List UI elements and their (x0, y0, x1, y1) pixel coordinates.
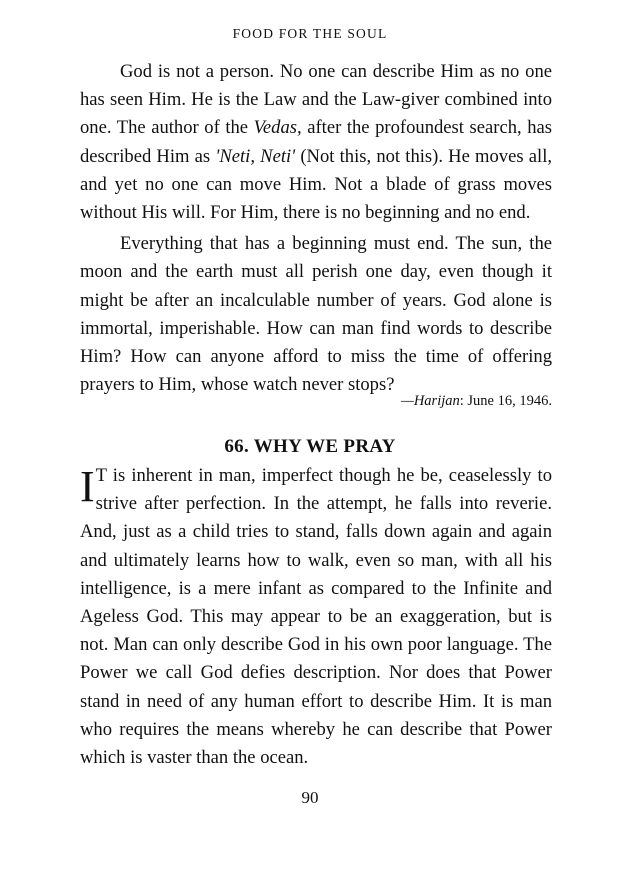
paragraph-1 (80, 58, 552, 227)
paragraph-2: Everything that has a beginning must end. The sun, the moon and the earth must all perish one day, even though it might be after an incalculable number of years. God alone is immortal, imperishable. How can man find words to describe Him? How can anyone afford to miss the time of offering prayers to Him, whose watch never stops? (80, 233, 552, 396)
paragraph-1-part-2: after the profoundest search, has described Him as (80, 117, 553, 167)
paragraph-1-part-3: (Not this, not this). He moves all, and yet no one can move Him. Not a blade of grass moves without His will. For Him, there is no beginning and no end. (80, 145, 553, 224)
neti-term: 'Neti, Neti' (215, 145, 296, 167)
drop-cap: I (80, 462, 95, 511)
section-title: 66. WHY WE PRAY (224, 436, 396, 457)
citation-source: —Harijan (400, 393, 460, 410)
section-text: T is inherent in man, imperfect though he be, ceaselessly to strive after perfection. In the attempt, he falls into reverie. And, just as a child tries to stand, falls down again and again and ultimately learns how to walk, even so man, with all his intelligence, is a mere infant as compared to the Infinite and Ageless God. This may appear to be an exaggeration, but is not. Man can only describe God in his own poor language. The Power we call God defies description. Nor does that Power stand in need of any human effort to describe Him. It is man who requires the means whereby he can describe that Power which is vaster than the ocean. (80, 465, 552, 769)
page-number: 90 (301, 788, 319, 807)
vedas-term: Vedas, (253, 117, 302, 139)
paragraph-1-part-1: God is not a person. No one can describe Him as no one has seen Him. He is the Law and the Law-giver combined into one. The author of the (80, 61, 552, 139)
citation-date: : June 16, 1946. (459, 393, 552, 410)
section-body (80, 462, 552, 772)
running-head: FOOD FOR THE SOUL (232, 26, 388, 41)
article-body (80, 58, 552, 411)
